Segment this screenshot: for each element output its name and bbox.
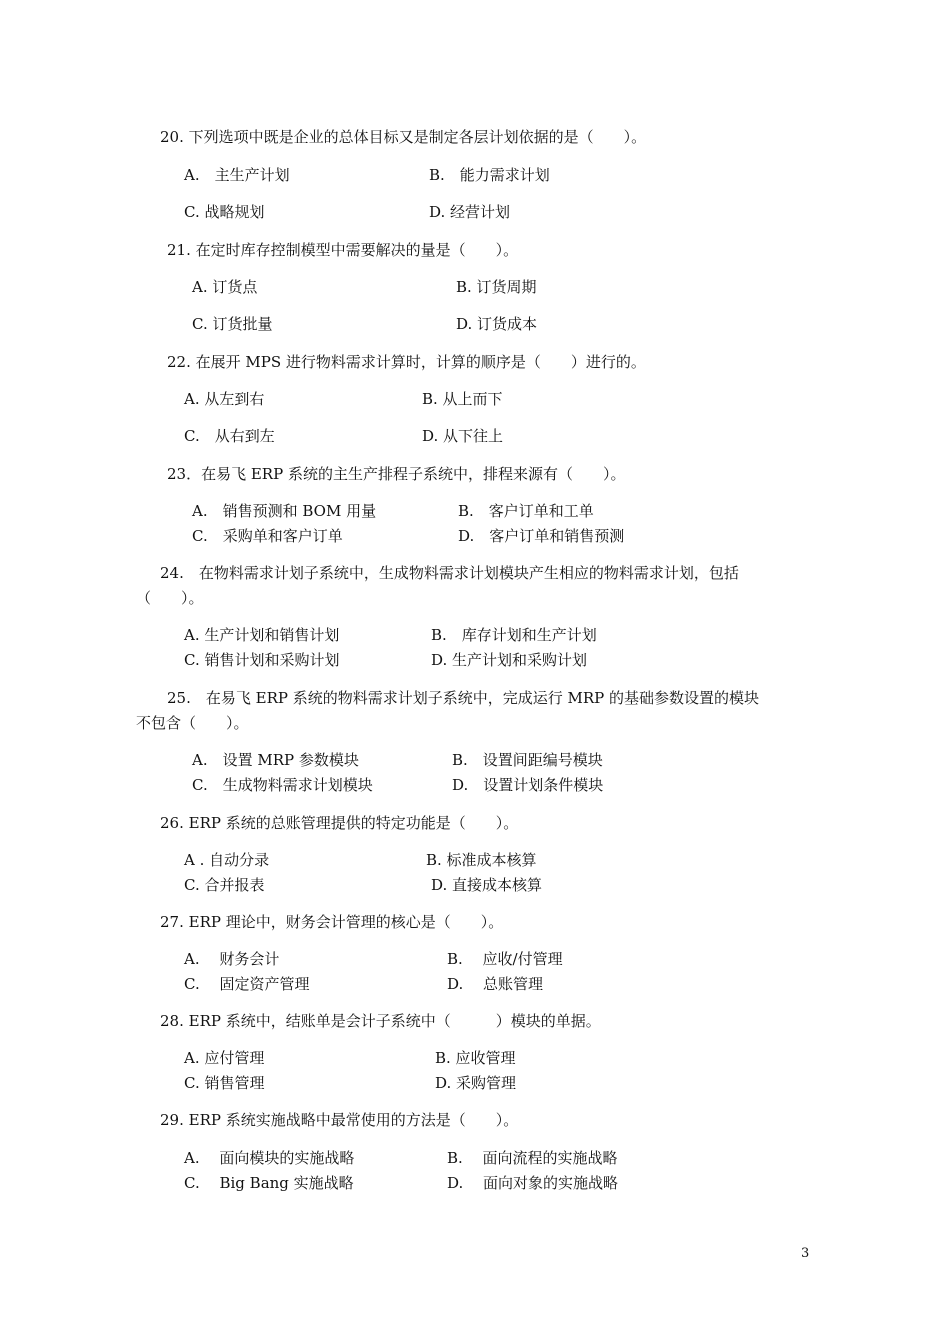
q29-option-d: D. 面向对象的实施战略 [447,1174,619,1192]
q21-option-d: D. 订货成本 [456,315,538,333]
q29-option-a: A. 面向模块的实施战略 [184,1149,355,1167]
q20-option-a: A. 主生产计划 [184,166,290,184]
q26-option-a: A . 自动分录 [184,851,270,869]
q25-option-c: C. 生成物料需求计划模块 [192,776,373,794]
q29-option-b: B. 面向流程的实施战略 [447,1149,618,1167]
q25-option-b: B. 设置间距编号模块 [452,751,603,769]
q27-option-d: D. 总账管理 [447,975,544,993]
question-25-continued: 不包含（ ）。 [136,714,249,732]
q26-option-c: C. 合并报表 [184,876,265,894]
q23-option-d: D. 客户订单和销售预测 [458,527,625,545]
q27-option-c: C. 固定资产管理 [184,975,310,993]
q22-option-d: D. 从下往上 [422,427,504,445]
q24-option-b: B. 库存计划和生产计划 [431,626,597,644]
q28-option-c: C. 销售管理 [184,1074,265,1092]
q27-option-b: B. 应收/付管理 [447,950,563,968]
q26-option-d: D. 直接成本核算 [431,876,543,894]
q29-option-c: C. Big Bang 实施战略 [184,1174,354,1192]
q22-option-b: B. 从上而下 [422,390,503,408]
q27-option-a: A. 财务会计 [184,950,280,968]
question-23: 23．在易飞 ERP 系统的主生产排程子系统中，排程来源有（ ）。 [167,465,626,483]
question-20: 20. 下列选项中既是企业的总体目标又是制定各层计划依据的是（ ）。 [160,128,647,146]
q28-option-a: A. 应付管理 [184,1049,265,1067]
question-26: 26. ERP 系统的总账管理提供的特定功能是（ ）。 [160,814,519,832]
question-27: 27. ERP 理论中，财务会计管理的核心是（ ）。 [160,913,504,931]
q25-option-a: A. 设置 MRP 参数模块 [192,751,359,769]
question-21: 21. 在定时库存控制模型中需要解决的量是（ ）。 [167,241,519,259]
q28-option-d: D. 采购管理 [435,1074,517,1092]
question-25: 25. 在易飞 ERP 系统的物料需求计划子系统中，完成运行 MRP 的基础参数设置的模块 [167,689,760,707]
q21-option-b: B. 订货周期 [456,278,537,296]
q22-option-c: C. 从右到左 [184,427,275,445]
question-22: 22. 在展开 MPS 进行物料需求计算时，计算的顺序是（ ）进行的。 [167,353,646,371]
q26-option-b: B. 标准成本核算 [426,851,537,869]
q20-option-b: B. 能力需求计划 [429,166,550,184]
q20-option-c: C. 战略规划 [184,203,265,221]
question-24: 24. 在物料需求计划子系统中，生成物料需求计划模块产生相应的物料需求计划，包括 [160,564,739,582]
question-28: 28. ERP 系统中，结账单是会计子系统中（ ）模块的单据。 [160,1012,601,1030]
q20-option-d: D. 经营计划 [429,203,511,221]
question-24-continued: （ ）。 [136,589,204,607]
q21-option-a: A. 订货点 [192,278,258,296]
q23-option-c: C. 采购单和客户订单 [192,527,343,545]
q24-option-d: D. 生产计划和采购计划 [431,651,588,669]
q23-option-a: A. 销售预测和 BOM 用量 [192,502,377,520]
page-number: 3 [801,1246,810,1261]
q21-option-c: C. 订货批量 [192,315,273,333]
q22-option-a: A. 从左到右 [184,390,265,408]
q23-option-b: B. 客户订单和工单 [458,502,594,520]
q25-option-d: D. 设置计划条件模块 [452,776,604,794]
q24-option-a: A. 生产计划和销售计划 [184,626,340,644]
q24-option-c: C. 销售计划和采购计划 [184,651,340,669]
q28-option-b: B. 应收管理 [435,1049,516,1067]
question-29: 29. ERP 系统实施战略中最常使用的方法是（ ）。 [160,1111,519,1129]
